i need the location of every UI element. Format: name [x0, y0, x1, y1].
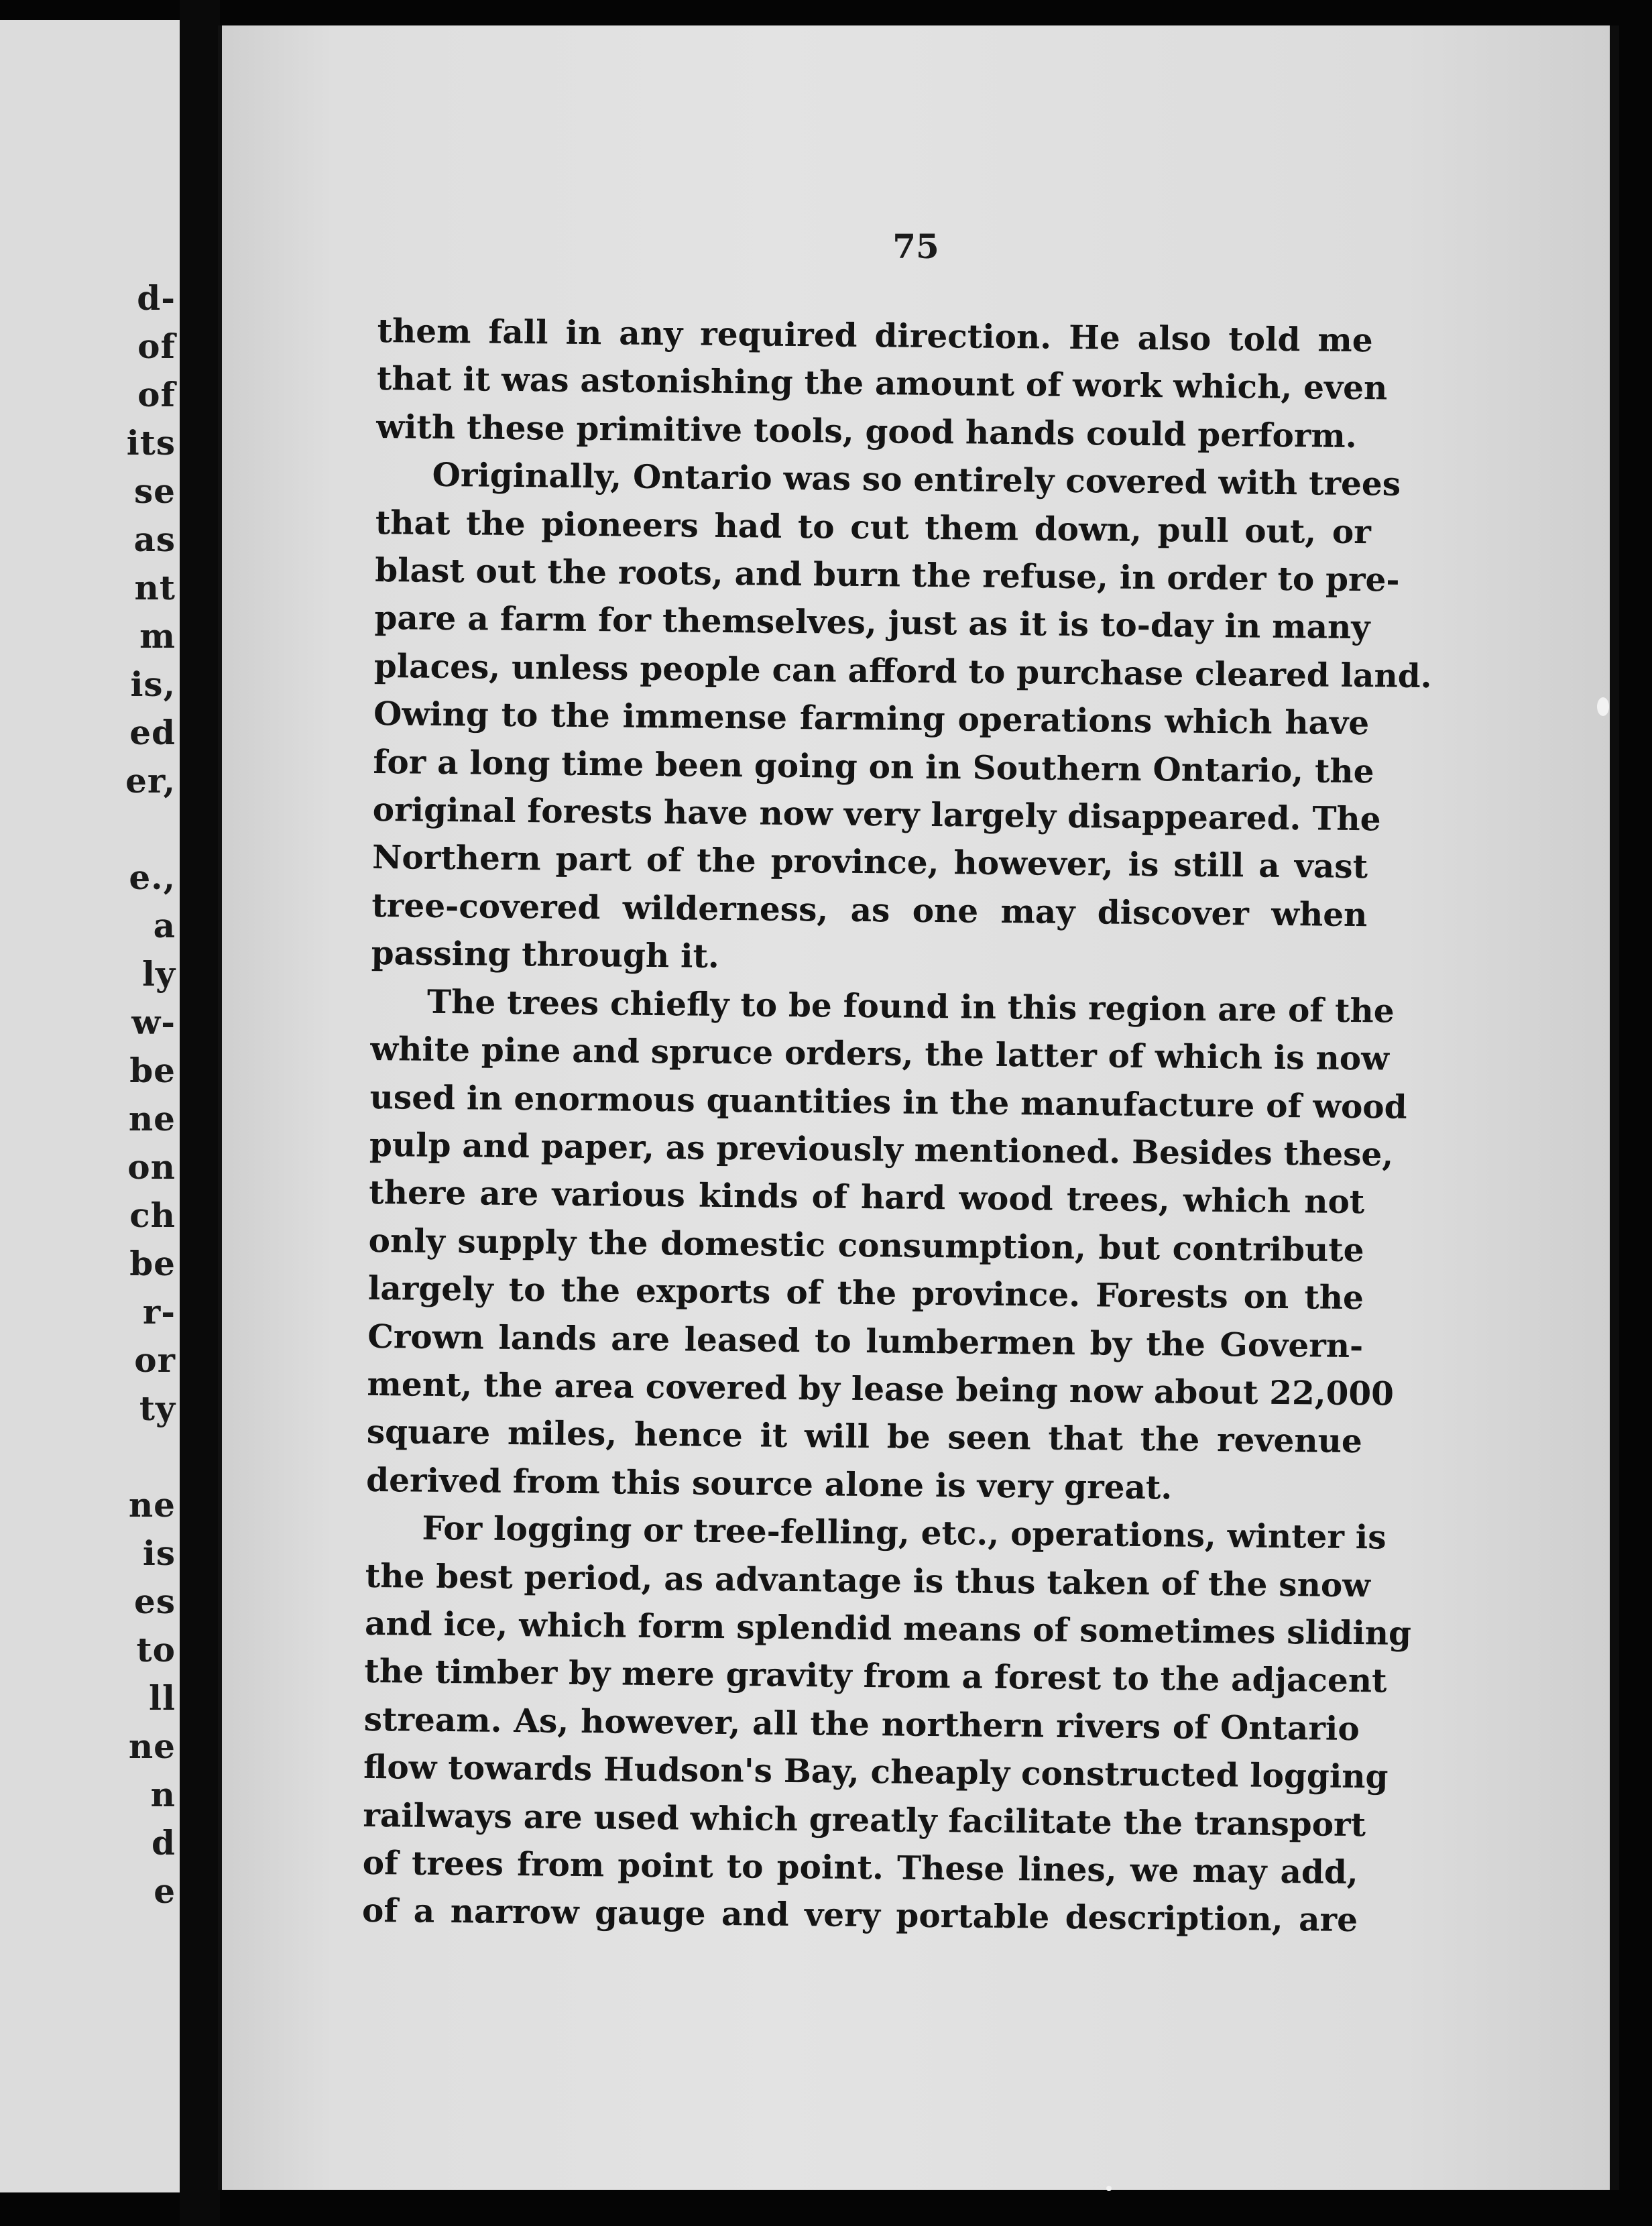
left-page-fragment: r- [142, 1292, 176, 1332]
text-line: used in enormous quantities in the manufacture of wood [369, 1077, 1407, 1126]
body-text [361, 307, 1432, 1944]
text-line: railways are used which greatly facilitate the transport [363, 1796, 1366, 1844]
text-line: derived from this source alone is very great. [365, 1460, 1173, 1507]
text-line: ment, the area covered by lease being now about 22,000 [367, 1364, 1395, 1413]
text-line: there are various kinds of hard wood trees, which not [369, 1173, 1365, 1222]
page-number: 75 [892, 227, 939, 266]
left-page-fragment: to [136, 1630, 176, 1670]
left-page-fragment: ty [139, 1389, 176, 1428]
left-page-fragment: is, [130, 664, 176, 704]
text-line: flow towards Hudson's Bay, cheaply constructed logging [363, 1748, 1389, 1796]
text-line: passing through it. [371, 934, 720, 976]
left-page-fragment: d [152, 1823, 176, 1863]
left-page-fragment: is [142, 1533, 176, 1573]
text-line: them fall in any required direction. He also told me [377, 311, 1373, 360]
left-page-fragment: or [134, 1340, 176, 1380]
text-line: square miles, hence it will be seen that the revenue [366, 1413, 1363, 1461]
scan-artifact [1106, 2186, 1112, 2191]
left-page-fragment: es [134, 1582, 176, 1621]
left-page-fragment: w- [131, 1002, 176, 1042]
left-page-fragment: n [150, 1775, 176, 1814]
left-page-fragment: as [133, 520, 176, 559]
left-page-fragment: of [137, 375, 176, 414]
left-page-fragment: a [153, 906, 176, 945]
left-page-fragment: on [127, 1147, 176, 1187]
text-line: original forests have now very largely disappeared. The [372, 790, 1381, 839]
text-line: tree-covered wilderness, as one may discover when [371, 886, 1368, 935]
left-page-fragment: ed [129, 713, 176, 752]
left-page-fragment: ch [129, 1195, 176, 1235]
left-page-fragment: d- [137, 278, 176, 318]
text-line: pare a farm for themselves, just as it is to-day in many [374, 599, 1370, 647]
text-line: of trees from point to point. These lines, we may add, [362, 1843, 1358, 1892]
left-page-fragment: se [134, 471, 176, 511]
text-line: with these primitive tools, good hands could perform. [376, 407, 1357, 455]
text-line: Northern part of the province, however, is still a vast [371, 838, 1368, 886]
text-line: of a narrow gauge and very portable description, are [361, 1891, 1358, 1940]
text-line: only supply the domestic consumption, but contribute [368, 1221, 1364, 1269]
text-line: for a long time been going on in Southern Ontario, the [373, 742, 1374, 790]
scan-artifact [1597, 697, 1609, 716]
text-line: the best period, as advantage is thus taken of the snow [365, 1556, 1371, 1604]
left-page-fragment: of [137, 327, 176, 366]
paragraph-first-line: Originally, Ontario was so entirely covered with trees [432, 456, 1401, 504]
text-line: largely to the exports of the province. Forests on the [367, 1269, 1364, 1317]
binding-gutter [180, 0, 220, 2226]
left-page-fragment: er, [125, 761, 176, 801]
paragraph-first-line: The trees chiefly to be found in this region are of the [426, 982, 1395, 1031]
paragraph-first-line: For logging or tree-felling, etc., operations, winter is [422, 1509, 1386, 1557]
left-page-fragment: ne [128, 1726, 176, 1766]
text-line: pulp and paper, as previously mentioned. Besides these, [369, 1125, 1394, 1174]
text-line: and ice, which form splendid means of sometimes sliding [364, 1604, 1412, 1653]
left-page-fragment: ne [128, 1099, 176, 1138]
main-page [218, 25, 1619, 2190]
left-page-fragment: m [139, 616, 176, 656]
left-page-fragment: ne [128, 1485, 176, 1525]
text-line: blast out the roots, and burn the refuse, in order to pre- [374, 551, 1400, 599]
left-facing-page [0, 20, 180, 2192]
text-line: that it was astonishing the amount of work which, even [376, 359, 1388, 408]
left-page-fragment: its [126, 423, 176, 463]
text-line: stream. As, however, all the northern rivers of Ontario [363, 1700, 1360, 1748]
left-page-fragment: e., [129, 858, 176, 897]
left-page-fragment: ly [141, 954, 176, 994]
left-page-fragment: ll [149, 1678, 176, 1718]
text-line: that the pioneers had to cut them down, pull out, or [375, 503, 1372, 551]
left-page-fragment: e [154, 1871, 176, 1911]
text-line: white pine and spruce orders, the latter of which is now [370, 1030, 1390, 1078]
text-line: Crown lands are leased to lumbermen by the Govern- [367, 1317, 1364, 1365]
left-page-fragment: be [129, 1051, 176, 1090]
left-page-fragment: nt [134, 568, 176, 607]
text-line: the timber by mere gravity from a forest to the adjacent [364, 1652, 1387, 1700]
left-page-fragment: be [129, 1244, 176, 1283]
text-line: places, unless people can afford to purchase cleared land. [373, 646, 1432, 695]
text-line: Owing to the immense farming operations which have [373, 695, 1370, 743]
